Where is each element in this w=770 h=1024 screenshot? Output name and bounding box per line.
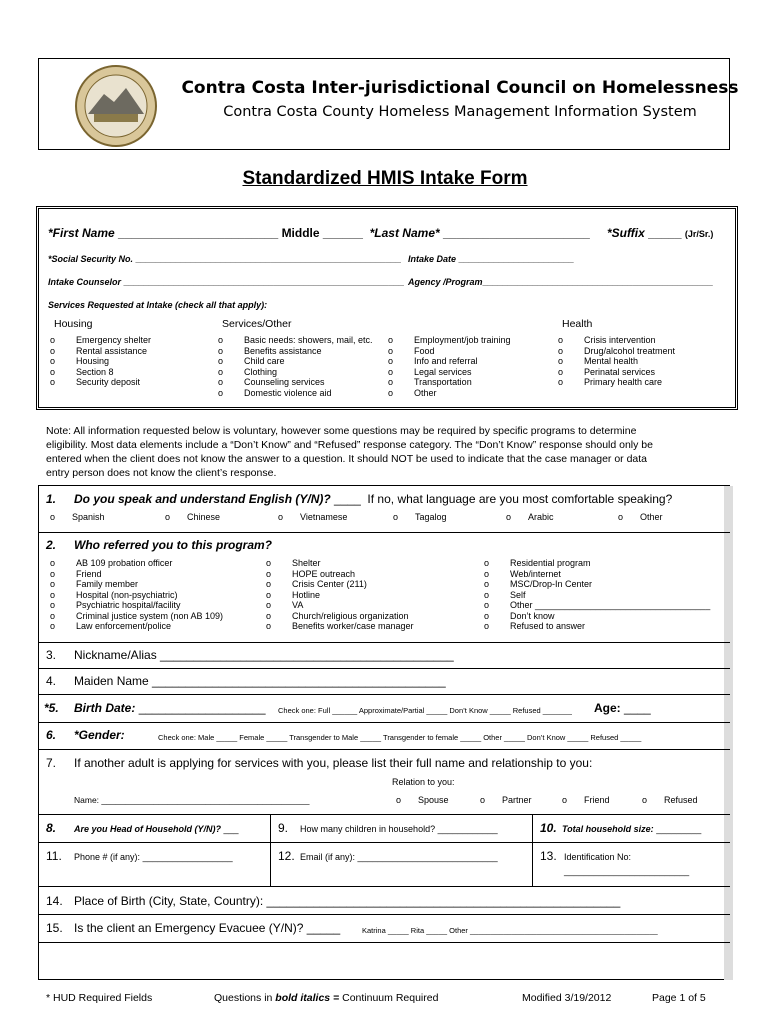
checkbox-option[interactable] [484, 611, 710, 622]
q5-row [74, 701, 266, 715]
divider [38, 814, 730, 815]
q1-followup: If no, what language are you most comfortable speaking? [367, 492, 673, 506]
checkbox-bullet[interactable]: o [484, 600, 490, 610]
q11-num: 11. [46, 849, 62, 863]
q15-options[interactable]: Katrina _____ Rita _____ Other _____________________________________________ [362, 926, 658, 935]
q14-label: Place of Birth (City, State, Country): [74, 894, 264, 908]
q15-label: Is the client an Emergency Evacuee (Y/N)? [74, 921, 304, 935]
q2-list-1 [50, 558, 223, 632]
suffix-label: *Suffix [607, 226, 645, 240]
option-label: Crisis Center (211) [292, 579, 367, 589]
option-label: Benefits worker/case manager [292, 621, 414, 631]
option-label: Family member [76, 579, 139, 589]
ssn-row [48, 254, 401, 264]
intake-date-row [408, 254, 574, 264]
checkbox-option[interactable] [266, 569, 414, 580]
footer-legend-post: Continuum Required [339, 992, 439, 1004]
health-list [558, 335, 675, 388]
checkbox-option[interactable] [484, 621, 710, 632]
option-label: Refused to answer [510, 621, 586, 631]
checkbox-bullet[interactable]: o [484, 568, 490, 579]
q2-question: Who referred you to this program? [74, 538, 273, 552]
checkbox-bullet[interactable]: o [50, 345, 56, 356]
checkbox-option[interactable] [388, 346, 511, 357]
q10-row [562, 824, 701, 834]
footer-page: Page 1 of 5 [652, 992, 706, 1004]
checkbox-bullet[interactable]: o [218, 366, 224, 377]
q4-row [74, 674, 446, 688]
q3-num: 3. [46, 648, 57, 662]
footer-legend [214, 992, 438, 1004]
checkbox-option[interactable] [50, 346, 151, 357]
checkbox-option[interactable] [558, 377, 675, 388]
suffix-hint: (Jr/Sr.) [684, 229, 714, 239]
option-label: Section 8 [76, 366, 114, 377]
q1-question: Do you speak and understand English (Y/N)? [74, 492, 331, 506]
q8-num: 8. [46, 821, 57, 835]
checkbox-bullet[interactable]: o [266, 558, 272, 568]
middle-field[interactable]: ______ [322, 226, 363, 240]
divider [38, 942, 730, 943]
checkbox-option[interactable] [50, 558, 223, 569]
q7-option[interactable]: o Friend [562, 795, 610, 805]
option-label: Church/religious organization [292, 610, 409, 621]
checkbox-bullet[interactable]: o [50, 558, 56, 568]
checkbox-bullet[interactable]: o [218, 335, 224, 345]
checkbox-bullet[interactable]: o [484, 579, 490, 589]
checkbox-bullet[interactable]: o [50, 377, 56, 387]
checkbox-option[interactable] [218, 388, 373, 399]
age-field[interactable]: ____ [624, 701, 651, 715]
counselor-row [48, 277, 404, 287]
checkbox-option[interactable] [266, 579, 414, 590]
checkbox-option[interactable] [484, 569, 710, 580]
option-label: Food [414, 345, 435, 356]
checkbox-option[interactable] [484, 579, 710, 590]
divider [38, 532, 730, 533]
checkbox-bullet[interactable]: o [388, 377, 394, 387]
checkbox-option[interactable] [558, 356, 675, 367]
checkbox-bullet[interactable]: o [50, 589, 56, 600]
q5-check[interactable]: Check one: Full ______ Approximate/Partial _____ Don’t Know _____ Refused _______ [278, 706, 572, 715]
checkbox-option[interactable] [484, 600, 710, 611]
checkbox-bullet[interactable]: o [388, 387, 394, 398]
middle-label: Middle [281, 226, 320, 240]
q7-option[interactable]: o Spouse [396, 795, 449, 805]
checkbox-bullet[interactable]: o [50, 621, 56, 631]
checkbox-bullet[interactable]: o [484, 558, 490, 568]
q10-label: Total household size: [562, 824, 654, 834]
footer-legend-pre: Questions in [214, 992, 276, 1004]
checkbox-option[interactable] [218, 377, 373, 388]
checkbox-bullet[interactable]: o [50, 610, 56, 621]
checkbox-option[interactable] [266, 621, 414, 632]
divider [38, 886, 730, 887]
q15-row [74, 921, 340, 935]
q3-row [74, 648, 454, 662]
option-label: VA [292, 600, 304, 610]
q7-num: 7. [46, 756, 57, 770]
scrollbar[interactable] [724, 486, 733, 980]
option-label: Friend [76, 568, 102, 579]
identification-field[interactable]: _________________________ [564, 866, 690, 876]
option-label: Child care [244, 356, 285, 366]
agency-row [408, 277, 713, 287]
checkbox-option[interactable] [266, 611, 414, 622]
option-label: Web/internet [510, 568, 561, 579]
option-label: Mental health [584, 356, 639, 366]
q12-label: Email (if any): [300, 852, 356, 862]
checkbox-option[interactable] [50, 335, 151, 346]
ssn-label: *Social Security No. [48, 254, 134, 264]
checkbox-bullet[interactable]: o [388, 356, 394, 366]
divider [38, 722, 730, 723]
email-field[interactable]: ____________________________ [357, 852, 498, 862]
household-size-field[interactable]: _________ [656, 824, 702, 834]
q4-num: 4. [46, 674, 57, 688]
maiden-name-field[interactable]: ____________________________________________ [152, 674, 446, 688]
divider [38, 749, 730, 750]
footer-required: * HUD Required Fields [46, 992, 153, 1004]
checkbox-bullet[interactable]: o [558, 356, 564, 366]
q3-label: Nickname/Alias [74, 648, 157, 662]
checkbox-bullet[interactable]: o [50, 356, 56, 366]
checkbox-option[interactable] [50, 590, 223, 601]
place-of-birth-field[interactable]: _____________________________________________________ [266, 894, 621, 908]
checkbox-option[interactable] [218, 346, 373, 357]
checkbox-option[interactable] [50, 579, 223, 590]
hmis-subtitle: Contra Costa County Homeless Management Information System [223, 104, 697, 120]
q1-num: 1. [46, 492, 57, 506]
checkbox-bullet[interactable]: o [218, 377, 224, 387]
option-label: Don’t know [510, 610, 555, 621]
checkbox-bullet[interactable]: o [266, 610, 272, 621]
checkbox-bullet[interactable]: o [388, 345, 394, 356]
q13-num: 13. [540, 849, 557, 863]
q15-num: 15. [46, 921, 63, 935]
option-label: Other [414, 387, 437, 398]
footer-modified: Modified 3/19/2012 [522, 992, 612, 1004]
divider [38, 668, 730, 669]
checkbox-option[interactable] [388, 356, 511, 367]
checkbox-bullet[interactable]: o [218, 387, 224, 398]
checkbox-option[interactable] [388, 335, 511, 346]
checkbox-bullet[interactable]: o [50, 568, 56, 579]
divider [38, 694, 730, 695]
agency-field[interactable]: ______________________________________________ [482, 277, 713, 287]
checkbox-option[interactable] [388, 388, 511, 399]
checkbox-bullet[interactable]: o [484, 610, 490, 621]
services-heading: Services Requested at Intake (check all that apply): [48, 300, 268, 310]
checkbox-option[interactable] [388, 367, 511, 378]
note-line: entered when the client does not know the answer to a question. It should NOT be used to indicate that the case manager or data [46, 453, 648, 465]
q6-num: 6. [46, 728, 57, 742]
q7-option[interactable]: o Partner [480, 795, 532, 805]
checkbox-bullet[interactable]: o [50, 579, 56, 589]
checkbox-bullet[interactable]: o [558, 335, 564, 345]
q6-check[interactable]: Check one: Male _____ Female _____ Transgender to Male _____ Transgender to female _____ Other _____ Don’t Know _____ Refused _____ [158, 733, 642, 742]
q2-num: 2. [46, 538, 57, 552]
q1-option[interactable]: o Spanish [50, 512, 105, 522]
checkbox-bullet[interactable]: o [388, 366, 394, 377]
checkbox-bullet[interactable]: o [218, 356, 224, 366]
option-label: Other ___________________________________ [510, 600, 711, 610]
option-label: Crisis intervention [584, 335, 656, 345]
suffix-field[interactable]: _____ [648, 226, 682, 240]
q7-name-label: Name: [74, 795, 100, 805]
option-label: Hotline [292, 589, 321, 600]
q1-row [74, 492, 672, 506]
option-label: Law enforcement/police [76, 621, 172, 631]
checkbox-option[interactable] [388, 377, 511, 388]
option-label: Benefits assistance [244, 345, 322, 356]
checkbox-bullet[interactable]: o [266, 621, 272, 631]
q1-option[interactable]: o Chinese [165, 512, 221, 522]
q1-option[interactable]: o Tagalog [393, 512, 447, 522]
option-label: Domestic violence aid [244, 387, 332, 398]
note-line: entry person does not know the client’s response. [46, 467, 277, 479]
checkbox-option[interactable] [558, 346, 675, 357]
children-field[interactable]: ____________ [437, 824, 498, 834]
checkbox-option[interactable] [218, 335, 373, 346]
divider [38, 914, 730, 915]
health-heading: Health [562, 318, 593, 330]
option-label: Rental assistance [76, 345, 148, 356]
services-other-heading: Services/Other [222, 318, 292, 330]
q10-num: 10. [540, 821, 557, 835]
option-label: Counseling services [244, 377, 325, 387]
q9-label: How many children in household? [300, 824, 436, 834]
housing-list [50, 335, 151, 388]
q12-num: 12. [278, 849, 295, 863]
checkbox-bullet[interactable]: o [558, 366, 564, 377]
q1-option[interactable]: o Vietnamese [278, 512, 348, 522]
checkbox-bullet[interactable]: o [266, 579, 272, 589]
option-label: Info and referral [414, 356, 478, 366]
q9-num: 9. [278, 821, 289, 835]
q7-name-row [74, 795, 309, 805]
head-of-household-field[interactable]: ___ [223, 824, 239, 834]
option-label: Residential program [510, 558, 591, 568]
q6-label: *Gender: [74, 728, 125, 742]
checkbox-bullet[interactable]: o [266, 600, 272, 610]
checkbox-bullet[interactable]: o [388, 335, 394, 345]
q13-label: Identification No: [564, 852, 632, 862]
checkbox-bullet[interactable]: o [266, 589, 272, 600]
q5-label: Birth Date: [74, 701, 136, 715]
checkbox-option[interactable] [266, 600, 414, 611]
counselor-field[interactable]: ________________________________________________________ [123, 277, 404, 287]
last-name-field[interactable]: ______________________ [443, 226, 590, 240]
intake-date-label: Intake Date [408, 254, 457, 264]
option-label: Legal services [414, 366, 472, 377]
q2-list-3 [484, 558, 710, 632]
checkbox-bullet[interactable]: o [50, 366, 56, 377]
first-name-field[interactable]: ________________________ [118, 226, 279, 240]
checkbox-bullet[interactable]: o [218, 345, 224, 356]
q1-option[interactable]: o Other [618, 512, 663, 522]
q5-num: *5. [44, 701, 59, 715]
checkbox-option[interactable] [484, 590, 710, 601]
last-name-label: *Last Name* [369, 226, 440, 240]
option-label: Perinatal services [584, 366, 656, 377]
checkbox-bullet[interactable]: o [266, 568, 272, 579]
option-label: Transportation [414, 377, 472, 387]
checkbox-option[interactable] [558, 335, 675, 346]
checkbox-bullet[interactable]: o [50, 600, 56, 610]
q14-row [74, 894, 620, 908]
option-label: Hospital (non-psychiatric) [76, 589, 178, 600]
option-label: Emergency shelter [76, 335, 152, 345]
checkbox-option[interactable] [266, 558, 414, 569]
option-label: Security deposit [76, 377, 141, 387]
suffix-row [607, 226, 713, 240]
checkbox-option[interactable] [50, 356, 151, 367]
q14-num: 14. [46, 894, 63, 908]
services-list-b [388, 335, 511, 398]
checkbox-option[interactable] [558, 367, 675, 378]
form-title: Standardized HMIS Intake Form [242, 168, 528, 189]
nickname-field[interactable]: ____________________________________________ [160, 648, 454, 662]
option-label: Psychiatric hospital/facility [76, 600, 181, 610]
option-label: Clothing [244, 366, 278, 377]
q7-relation-label: Relation to you: [392, 777, 455, 787]
checkbox-option[interactable] [218, 356, 373, 367]
option-label: Drug/alcohol treatment [584, 345, 676, 356]
checkbox-option[interactable] [50, 377, 151, 388]
option-label: AB 109 probation officer [76, 558, 173, 568]
first-name-row [48, 226, 590, 240]
option-label: Primary health care [584, 377, 663, 387]
birth-date-field[interactable]: ___________________ [138, 701, 266, 715]
housing-heading: Housing [54, 318, 93, 330]
counselor-label: Intake Counselor [48, 277, 122, 287]
grid-vline [532, 814, 533, 886]
checkbox-bullet[interactable]: o [558, 345, 564, 356]
q11-row [74, 852, 233, 862]
voluntary-note [46, 424, 653, 480]
checkbox-bullet[interactable]: o [484, 589, 490, 600]
option-label: Housing [76, 356, 110, 366]
checkbox-option[interactable] [50, 611, 223, 622]
intake-date-field[interactable]: _______________________ [458, 254, 574, 264]
q7-name-field[interactable]: ____________________________________________ [101, 795, 310, 805]
option-label: HOPE outreach [292, 568, 356, 579]
q7-question: If another adult is applying for services with you, please list their full name and relationship to you: [74, 756, 593, 770]
evacuee-field[interactable]: _____ [306, 921, 341, 935]
note-line: Note: All information requested below is voluntary, however some questions may be required by specific programs to determine [46, 425, 637, 437]
checkbox-option[interactable] [266, 590, 414, 601]
divider [38, 642, 730, 643]
q2-list-2 [266, 558, 414, 632]
ssn-field[interactable]: _____________________________________________________ [135, 254, 401, 264]
services-list-a [218, 335, 373, 398]
q12-row [300, 852, 498, 862]
q8-label: Are you Head of Household (Y/N)? [74, 824, 222, 834]
option-label: Shelter [292, 558, 321, 568]
q8-row [74, 824, 239, 834]
checkbox-option[interactable] [50, 367, 151, 378]
option-label: Criminal justice system (non AB 109) [76, 610, 224, 621]
divider [38, 842, 730, 843]
age-label: Age: [594, 701, 621, 715]
checkbox-bullet[interactable]: o [484, 621, 490, 631]
option-label: Employment/job training [414, 335, 511, 345]
footer-legend-bi: bold italics = [275, 992, 340, 1004]
checkbox-option[interactable] [50, 621, 223, 632]
age-row [594, 701, 651, 715]
option-label: MSC/Drop-In Center [510, 579, 593, 589]
checkbox-bullet[interactable]: o [558, 377, 564, 387]
checkbox-option[interactable] [50, 569, 223, 580]
first-name-label: *First Name [48, 226, 115, 240]
q1-answer-field[interactable]: ____ [334, 492, 361, 506]
phone-field[interactable]: __________________ [142, 852, 233, 862]
checkbox-option[interactable] [50, 600, 223, 611]
option-label: Self [510, 589, 526, 600]
note-line: eligibility. Most data elements include a “Don’t Know” and “Refused” response category. The “Don’t Know” response should only be [46, 439, 653, 451]
option-label: Basic needs: showers, mail, etc. [244, 335, 373, 345]
q4-label: Maiden Name [74, 674, 149, 688]
council-title: Contra Costa Inter-jurisdictional Council on Homelessness [181, 78, 739, 98]
checkbox-option[interactable] [218, 367, 373, 378]
q7-option[interactable]: o Refused [642, 795, 698, 805]
q11-label: Phone # (if any): [74, 852, 141, 862]
q1-option[interactable]: o Arabic [506, 512, 554, 522]
agency-label: Agency /Program [408, 277, 483, 287]
grid-vline [270, 814, 271, 886]
q9-row [300, 824, 498, 834]
checkbox-option[interactable] [484, 558, 710, 569]
checkbox-bullet[interactable]: o [50, 335, 56, 345]
